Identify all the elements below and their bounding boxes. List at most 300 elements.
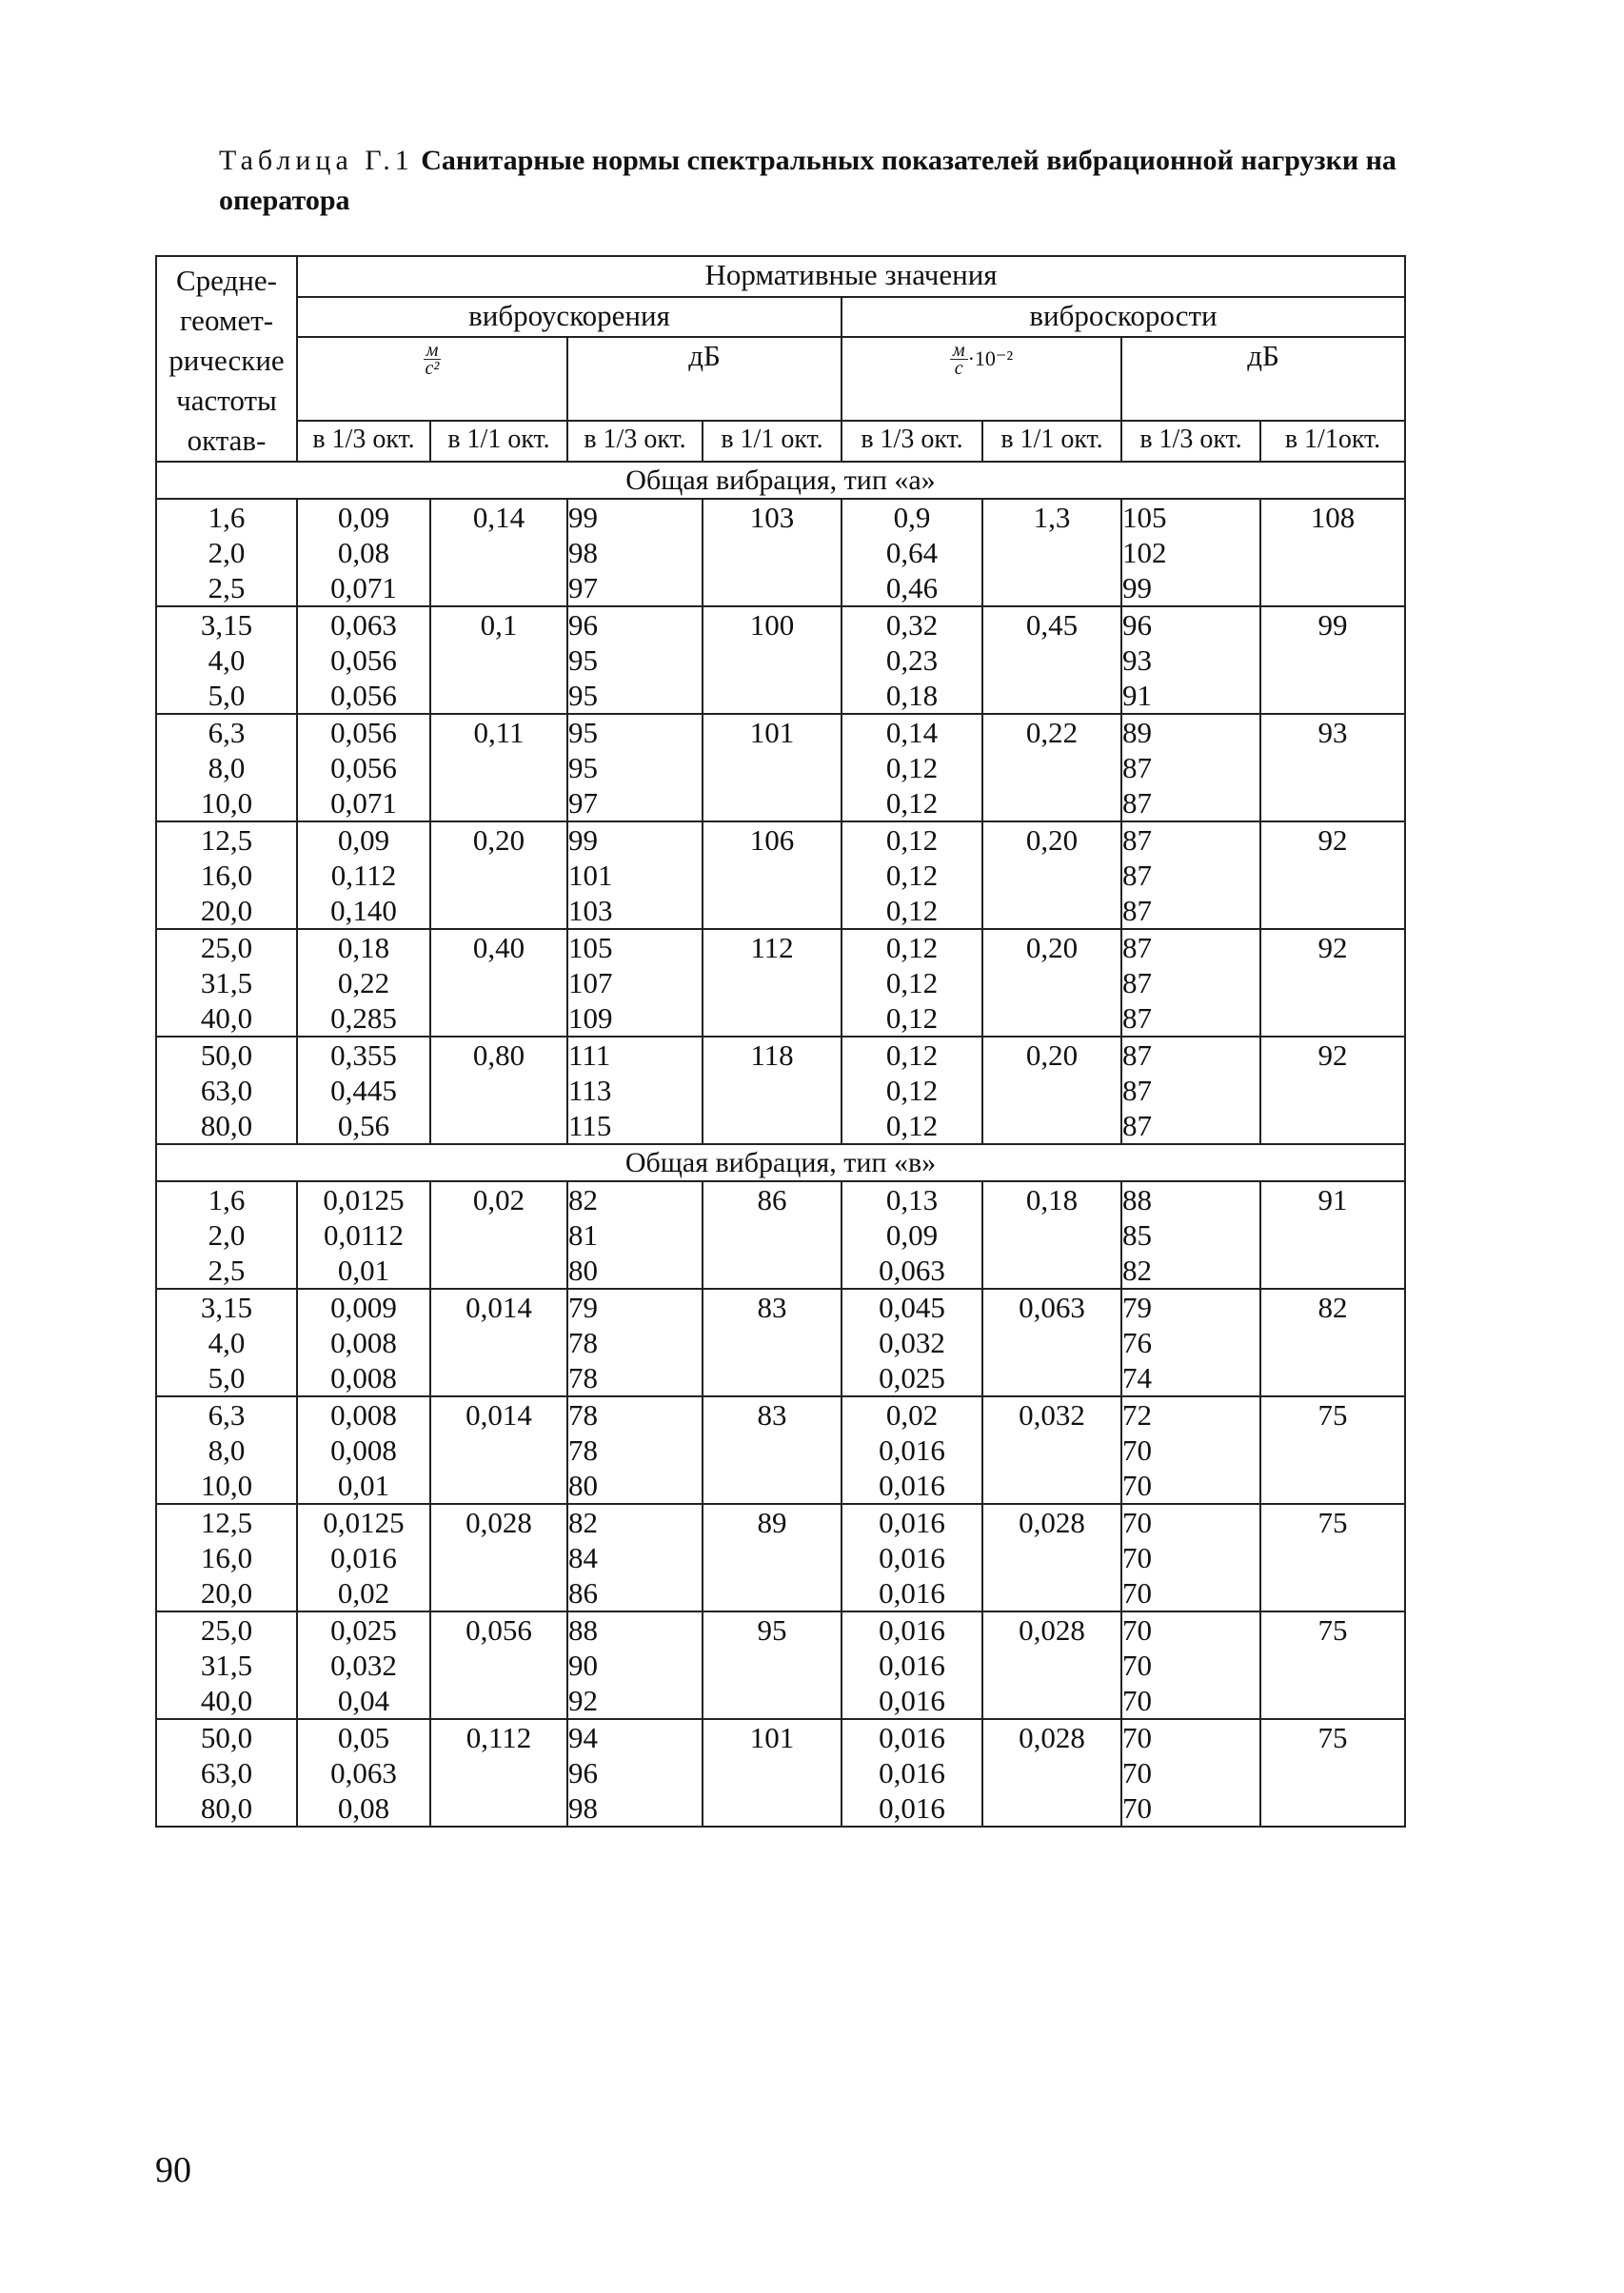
cell-value: 82 bbox=[1122, 1254, 1152, 1287]
col-vel-13: в 1/3 окт. bbox=[842, 421, 982, 462]
cell-vdb11: 108 bbox=[1260, 499, 1405, 606]
cell-adb11: 101 bbox=[703, 714, 842, 821]
cell-value: 0,12 bbox=[885, 894, 939, 927]
cell-adb13 bbox=[567, 1289, 703, 1396]
cell-value: 0,016 bbox=[879, 1791, 945, 1825]
cell-value: 0,64 bbox=[885, 536, 939, 569]
cell-value: 0,12 bbox=[885, 1109, 939, 1142]
table-row bbox=[156, 1611, 1405, 1719]
cell-vdb13 bbox=[1121, 929, 1260, 1037]
table-row bbox=[156, 1037, 1405, 1144]
cell-vdb11: 82 bbox=[1260, 1289, 1405, 1396]
cell-value: 0,05 bbox=[337, 1721, 390, 1754]
cell-value: 80 bbox=[568, 1254, 598, 1287]
cell-a11: 0,014 bbox=[430, 1396, 567, 1504]
cell-value: 0,12 bbox=[885, 1001, 939, 1035]
cell-value: 4,0 bbox=[208, 643, 246, 677]
cell-value: 0,09 bbox=[885, 1218, 939, 1252]
cell-value: 70 bbox=[1122, 1721, 1152, 1754]
cell-vdb13 bbox=[1121, 1289, 1260, 1396]
cell-v11: 0,028 bbox=[982, 1504, 1121, 1611]
cell-adb11: 83 bbox=[703, 1396, 842, 1504]
cell-vdb11: 75 bbox=[1260, 1611, 1405, 1719]
cell-a11: 0,11 bbox=[430, 714, 567, 821]
cell-a13 bbox=[297, 714, 430, 821]
cell-adb11: 106 bbox=[703, 821, 842, 929]
cell-v13 bbox=[842, 1396, 982, 1504]
cell-v11: 0,18 bbox=[982, 1181, 1121, 1289]
cell-v11: 0,20 bbox=[982, 929, 1121, 1037]
cell-v13 bbox=[842, 606, 982, 714]
table-header bbox=[156, 256, 1405, 462]
cell-value: 0,18 bbox=[885, 679, 939, 712]
cell-a11: 0,40 bbox=[430, 929, 567, 1037]
cell-value: 87 bbox=[1122, 1001, 1152, 1035]
table-title: Санитарные нормы спектральных показателей вибрационной нагрузки на оператора bbox=[219, 145, 1396, 216]
cell-value: 20,0 bbox=[200, 1576, 253, 1610]
cell-adb11: 95 bbox=[703, 1611, 842, 1719]
cell-value: 0,0112 bbox=[323, 1218, 405, 1252]
cell-value: 0,016 bbox=[330, 1541, 397, 1574]
velocity-unit-db: дБ bbox=[1121, 337, 1405, 421]
cell-value: 0,032 bbox=[330, 1649, 397, 1682]
cell-value: 80 bbox=[568, 1469, 598, 1502]
cell-value: 96 bbox=[568, 608, 598, 642]
table-row bbox=[156, 606, 1405, 714]
cell-value: 8,0 bbox=[208, 1433, 246, 1467]
col-accel-13: в 1/3 окт. bbox=[297, 421, 430, 462]
cell-value: 70 bbox=[1122, 1541, 1152, 1574]
col-accel-db-13: в 1/3 окт. bbox=[567, 421, 703, 462]
cell-value: 0,112 bbox=[330, 859, 397, 892]
cell-value: 0,016 bbox=[879, 1541, 945, 1574]
cell-vdb11: 75 bbox=[1260, 1504, 1405, 1611]
cell-value: 4,0 bbox=[208, 1326, 246, 1359]
cell-value: 0,008 bbox=[330, 1433, 397, 1467]
cell-a13 bbox=[297, 821, 430, 929]
accel-unit-db: дБ bbox=[567, 337, 842, 421]
col-accel-db-11: в 1/1 окт. bbox=[703, 421, 842, 462]
cell-value: 0,12 bbox=[885, 823, 939, 857]
velocity-header: виброскорости bbox=[842, 297, 1405, 338]
cell-value: 97 bbox=[568, 786, 598, 820]
cell-a11: 0,112 bbox=[430, 1719, 567, 1827]
cell-value: 76 bbox=[1122, 1326, 1152, 1359]
cell-value: 0,063 bbox=[330, 608, 397, 642]
cell-value: 0,09 bbox=[337, 823, 390, 857]
normative-header: Нормативные значения bbox=[297, 256, 1405, 297]
cell-vdb13 bbox=[1121, 606, 1260, 714]
cell-value: 0,008 bbox=[330, 1361, 397, 1394]
cell-a13 bbox=[297, 1719, 430, 1827]
cell-value: 0,0125 bbox=[323, 1183, 405, 1216]
cell-value: 95 bbox=[568, 716, 598, 749]
cell-value: 78 bbox=[568, 1326, 598, 1359]
cell-f bbox=[156, 929, 297, 1037]
cell-value: 0,12 bbox=[885, 751, 939, 784]
cell-value: 8,0 bbox=[208, 751, 246, 784]
cell-value: 2,5 bbox=[208, 1254, 246, 1287]
cell-vdb13 bbox=[1121, 499, 1260, 606]
cell-value: 88 bbox=[568, 1613, 598, 1647]
cell-adb13 bbox=[567, 929, 703, 1037]
cell-value: 10,0 bbox=[200, 786, 253, 820]
cell-value: 10,0 bbox=[200, 1469, 253, 1502]
frequency-header: Средне-геомет-рические частоты октав- bbox=[156, 256, 297, 462]
cell-vdb11: 92 bbox=[1260, 821, 1405, 929]
cell-vdb13 bbox=[1121, 1037, 1260, 1144]
cell-value: 0,016 bbox=[879, 1613, 945, 1647]
cell-vdb11: 92 bbox=[1260, 929, 1405, 1037]
cell-f bbox=[156, 714, 297, 821]
cell-f bbox=[156, 1504, 297, 1611]
cell-value: 0,032 bbox=[879, 1326, 945, 1359]
cell-vdb11: 75 bbox=[1260, 1719, 1405, 1827]
cell-value: 98 bbox=[568, 536, 598, 569]
cell-f bbox=[156, 1719, 297, 1827]
cell-value: 0,045 bbox=[879, 1291, 945, 1324]
cell-adb11: 83 bbox=[703, 1289, 842, 1396]
cell-value: 5,0 bbox=[208, 1361, 246, 1394]
cell-vdb13 bbox=[1121, 821, 1260, 929]
cell-value: 50,0 bbox=[200, 1038, 253, 1072]
cell-value: 79 bbox=[1122, 1291, 1152, 1324]
cell-value: 6,3 bbox=[208, 1398, 246, 1432]
cell-vdb13 bbox=[1121, 714, 1260, 821]
cell-value: 78 bbox=[568, 1361, 598, 1394]
cell-value: 25,0 bbox=[200, 1613, 253, 1647]
cell-a13 bbox=[297, 499, 430, 606]
cell-f bbox=[156, 1611, 297, 1719]
section-title: Общая вибрация, тип «а» bbox=[156, 462, 1405, 499]
cell-value: 0,04 bbox=[337, 1684, 390, 1717]
cell-value: 0,016 bbox=[879, 1756, 945, 1789]
cell-value: 95 bbox=[568, 679, 598, 712]
cell-value: 101 bbox=[568, 859, 613, 892]
velocity-unit-ms: $\frac{м}{с}$ ·10⁻² bbox=[842, 337, 1121, 421]
cell-value: 0,016 bbox=[879, 1576, 945, 1610]
cell-value: 87 bbox=[1122, 966, 1152, 999]
cell-v13 bbox=[842, 1611, 982, 1719]
cell-a13 bbox=[297, 929, 430, 1037]
cell-value: 90 bbox=[568, 1649, 598, 1682]
cell-value: 0,071 bbox=[330, 571, 397, 604]
table-row bbox=[156, 929, 1405, 1037]
cell-value: 109 bbox=[568, 1001, 613, 1035]
cell-v13 bbox=[842, 499, 982, 606]
cell-value: 96 bbox=[1122, 608, 1152, 642]
cell-value: 0,008 bbox=[330, 1398, 397, 1432]
cell-value: 87 bbox=[1122, 1109, 1152, 1142]
cell-adb13 bbox=[567, 606, 703, 714]
cell-value: 87 bbox=[1122, 1074, 1152, 1107]
cell-value: 0,46 bbox=[885, 571, 939, 604]
cell-a11: 0,056 bbox=[430, 1611, 567, 1719]
cell-value: 0,056 bbox=[330, 716, 397, 749]
cell-value: 80,0 bbox=[200, 1791, 253, 1825]
cell-value: 0,02 bbox=[337, 1576, 390, 1610]
cell-v11: 0,22 bbox=[982, 714, 1121, 821]
cell-adb13 bbox=[567, 1037, 703, 1144]
cell-value: 1,6 bbox=[208, 501, 246, 534]
cell-value: 50,0 bbox=[200, 1721, 253, 1754]
cell-value: 0,09 bbox=[337, 501, 390, 534]
cell-value: 70 bbox=[1122, 1613, 1152, 1647]
cell-value: 31,5 bbox=[200, 966, 253, 999]
cell-value: 113 bbox=[568, 1074, 612, 1107]
table-row bbox=[156, 1504, 1405, 1611]
cell-value: 2,0 bbox=[208, 1218, 246, 1252]
cell-value: 70 bbox=[1122, 1791, 1152, 1825]
cell-v13 bbox=[842, 1504, 982, 1611]
cell-value: 0,008 bbox=[330, 1326, 397, 1359]
cell-value: 0,22 bbox=[337, 966, 390, 999]
cell-value: 0,12 bbox=[885, 786, 939, 820]
cell-value: 0,12 bbox=[885, 1038, 939, 1072]
cell-v11: 0,028 bbox=[982, 1719, 1121, 1827]
cell-value: 40,0 bbox=[200, 1684, 253, 1717]
cell-value: 105 bbox=[568, 931, 613, 964]
acceleration-header: виброускорения bbox=[297, 297, 842, 338]
cell-vdb13 bbox=[1121, 1719, 1260, 1827]
cell-adb13 bbox=[567, 1611, 703, 1719]
cell-vdb13 bbox=[1121, 1181, 1260, 1289]
cell-vdb13 bbox=[1121, 1396, 1260, 1504]
cell-value: 63,0 bbox=[200, 1756, 253, 1789]
cell-value: 91 bbox=[1122, 679, 1152, 712]
cell-a11: 0,014 bbox=[430, 1289, 567, 1396]
cell-adb13 bbox=[567, 499, 703, 606]
cell-v13 bbox=[842, 821, 982, 929]
cell-value: 0,02 bbox=[885, 1398, 939, 1432]
cell-value: 0,9 bbox=[893, 501, 931, 534]
cell-value: 96 bbox=[568, 1756, 598, 1789]
cell-value: 0,445 bbox=[330, 1074, 397, 1107]
cell-value: 0,063 bbox=[879, 1254, 945, 1287]
cell-a13 bbox=[297, 1504, 430, 1611]
cell-value: 0,285 bbox=[330, 1001, 397, 1035]
cell-value: 0,025 bbox=[879, 1361, 945, 1394]
cell-value: 74 bbox=[1122, 1361, 1152, 1394]
cell-value: 0,056 bbox=[330, 751, 397, 784]
cell-value: 87 bbox=[1122, 894, 1152, 927]
cell-a13 bbox=[297, 1037, 430, 1144]
cell-value: 20,0 bbox=[200, 894, 253, 927]
cell-a13 bbox=[297, 1611, 430, 1719]
cell-adb11: 89 bbox=[703, 1504, 842, 1611]
cell-value: 0,016 bbox=[879, 1433, 945, 1467]
cell-value: 0,016 bbox=[879, 1649, 945, 1682]
cell-f bbox=[156, 606, 297, 714]
cell-value: 0,12 bbox=[885, 859, 939, 892]
cell-value: 0,14 bbox=[885, 716, 939, 749]
table-caption bbox=[219, 141, 1485, 221]
table-row bbox=[156, 1396, 1405, 1504]
cell-vdb11: 75 bbox=[1260, 1396, 1405, 1504]
cell-a11: 0,028 bbox=[430, 1504, 567, 1611]
cell-adb13 bbox=[567, 1719, 703, 1827]
cell-v11: 0,20 bbox=[982, 1037, 1121, 1144]
cell-value: 70 bbox=[1122, 1684, 1152, 1717]
cell-value: 0,12 bbox=[885, 1074, 939, 1107]
cell-f bbox=[156, 1181, 297, 1289]
cell-value: 105 bbox=[1122, 501, 1167, 534]
cell-f bbox=[156, 821, 297, 929]
cell-value: 87 bbox=[1122, 751, 1152, 784]
cell-value: 87 bbox=[1122, 1038, 1152, 1072]
cell-value: 5,0 bbox=[208, 679, 246, 712]
cell-adb11: 101 bbox=[703, 1719, 842, 1827]
page-number: 90 bbox=[155, 2150, 191, 2190]
cell-adb13 bbox=[567, 1504, 703, 1611]
table-row bbox=[156, 821, 1405, 929]
cell-value: 3,15 bbox=[200, 1291, 253, 1324]
cell-value: 0,016 bbox=[879, 1684, 945, 1717]
cell-value: 78 bbox=[568, 1398, 598, 1432]
cell-vdb11: 93 bbox=[1260, 714, 1405, 821]
cell-value: 87 bbox=[1122, 931, 1152, 964]
cell-value: 6,3 bbox=[208, 716, 246, 749]
cell-value: 82 bbox=[568, 1506, 598, 1539]
cell-value: 89 bbox=[1122, 716, 1152, 749]
cell-value: 0,08 bbox=[337, 536, 390, 569]
cell-value: 0,009 bbox=[330, 1291, 397, 1324]
cell-a11: 0,80 bbox=[430, 1037, 567, 1144]
cell-adb11: 103 bbox=[703, 499, 842, 606]
cell-value: 12,5 bbox=[200, 823, 253, 857]
cell-a13 bbox=[297, 606, 430, 714]
cell-vdb11: 91 bbox=[1260, 1181, 1405, 1289]
cell-value: 0,12 bbox=[885, 931, 939, 964]
cell-v11: 1,3 bbox=[982, 499, 1121, 606]
cell-value: 86 bbox=[568, 1576, 598, 1610]
cell-value: 70 bbox=[1122, 1649, 1152, 1682]
cell-value: 0,025 bbox=[330, 1613, 397, 1647]
cell-f bbox=[156, 1037, 297, 1144]
cell-value: 78 bbox=[568, 1433, 598, 1467]
cell-value: 1,6 bbox=[208, 1183, 246, 1216]
cell-vdb13 bbox=[1121, 1611, 1260, 1719]
cell-value: 0,01 bbox=[337, 1254, 390, 1287]
cell-value: 99 bbox=[1122, 571, 1152, 604]
cell-value: 102 bbox=[1122, 536, 1167, 569]
cell-f bbox=[156, 499, 297, 606]
cell-value: 16,0 bbox=[200, 1541, 253, 1574]
cell-value: 88 bbox=[1122, 1183, 1152, 1216]
section-1 bbox=[156, 462, 1405, 1144]
cell-a13 bbox=[297, 1289, 430, 1396]
section-2 bbox=[156, 1144, 1405, 1827]
cell-value: 87 bbox=[1122, 786, 1152, 820]
cell-vdb11: 99 bbox=[1260, 606, 1405, 714]
table-row bbox=[156, 714, 1405, 821]
cell-value: 70 bbox=[1122, 1433, 1152, 1467]
cell-a11: 0,14 bbox=[430, 499, 567, 606]
cell-adb13 bbox=[567, 1396, 703, 1504]
cell-v11: 0,20 bbox=[982, 821, 1121, 929]
cell-value: 0,071 bbox=[330, 786, 397, 820]
col-vel-db-13: в 1/3 окт. bbox=[1121, 421, 1260, 462]
cell-adb11: 100 bbox=[703, 606, 842, 714]
cell-value: 0,01 bbox=[337, 1469, 390, 1502]
cell-value: 0,12 bbox=[885, 966, 939, 999]
cell-value: 0,016 bbox=[879, 1469, 945, 1502]
cell-value: 0,56 bbox=[337, 1109, 390, 1142]
table-label: Таблица Г.1 bbox=[219, 145, 414, 176]
cell-value: 99 bbox=[568, 823, 598, 857]
cell-value: 92 bbox=[568, 1684, 598, 1717]
table-row bbox=[156, 1181, 1405, 1289]
cell-value: 0,23 bbox=[885, 643, 939, 677]
cell-value: 72 bbox=[1122, 1398, 1152, 1432]
cell-v13 bbox=[842, 929, 982, 1037]
cell-v13 bbox=[842, 714, 982, 821]
cell-vdb13 bbox=[1121, 1504, 1260, 1611]
cell-value: 115 bbox=[568, 1109, 612, 1142]
cell-adb11: 118 bbox=[703, 1037, 842, 1144]
cell-v13 bbox=[842, 1289, 982, 1396]
col-vel-11: в 1/1 окт. bbox=[982, 421, 1121, 462]
cell-value: 85 bbox=[1122, 1218, 1152, 1252]
table-row bbox=[156, 1719, 1405, 1827]
cell-value: 2,5 bbox=[208, 571, 246, 604]
cell-vdb11: 92 bbox=[1260, 1037, 1405, 1144]
cell-a13 bbox=[297, 1181, 430, 1289]
cell-v13 bbox=[842, 1037, 982, 1144]
cell-v11: 0,45 bbox=[982, 606, 1121, 714]
cell-value: 70 bbox=[1122, 1506, 1152, 1539]
cell-value: 0,056 bbox=[330, 643, 397, 677]
cell-v11: 0,063 bbox=[982, 1289, 1121, 1396]
cell-value: 0,355 bbox=[330, 1038, 397, 1072]
cell-v13 bbox=[842, 1719, 982, 1827]
accel-unit-ms2: $\frac{м}{\text{с²}}$ bbox=[297, 337, 567, 421]
cell-value: 63,0 bbox=[200, 1074, 253, 1107]
cell-value: 70 bbox=[1122, 1469, 1152, 1502]
cell-adb13 bbox=[567, 714, 703, 821]
cell-value: 81 bbox=[568, 1218, 598, 1252]
cell-value: 107 bbox=[568, 966, 613, 999]
cell-a11: 0,20 bbox=[430, 821, 567, 929]
col-vel-db-11: в 1/1окт. bbox=[1260, 421, 1405, 462]
cell-adb11: 86 bbox=[703, 1181, 842, 1289]
cell-f bbox=[156, 1396, 297, 1504]
cell-value: 0,016 bbox=[879, 1506, 945, 1539]
cell-value: 93 bbox=[1122, 643, 1152, 677]
cell-value: 82 bbox=[568, 1183, 598, 1216]
col-accel-11: в 1/1 окт. bbox=[430, 421, 567, 462]
cell-value: 31,5 bbox=[200, 1649, 253, 1682]
cell-a11: 0,02 bbox=[430, 1181, 567, 1289]
cell-value: 87 bbox=[1122, 859, 1152, 892]
cell-value: 79 bbox=[568, 1291, 598, 1324]
cell-value: 16,0 bbox=[200, 859, 253, 892]
cell-f bbox=[156, 1289, 297, 1396]
cell-value: 0,140 bbox=[330, 894, 397, 927]
cell-value: 95 bbox=[568, 751, 598, 784]
table-row bbox=[156, 1289, 1405, 1396]
section-title: Общая вибрация, тип «в» bbox=[156, 1144, 1405, 1181]
cell-value: 87 bbox=[1122, 823, 1152, 857]
cell-a11: 0,1 bbox=[430, 606, 567, 714]
cell-value: 0,0125 bbox=[323, 1506, 405, 1539]
cell-value: 0,016 bbox=[879, 1721, 945, 1754]
cell-adb13 bbox=[567, 1181, 703, 1289]
cell-v11: 0,032 bbox=[982, 1396, 1121, 1504]
cell-adb11: 112 bbox=[703, 929, 842, 1037]
cell-value: 99 bbox=[568, 501, 598, 534]
cell-v11: 0,028 bbox=[982, 1611, 1121, 1719]
